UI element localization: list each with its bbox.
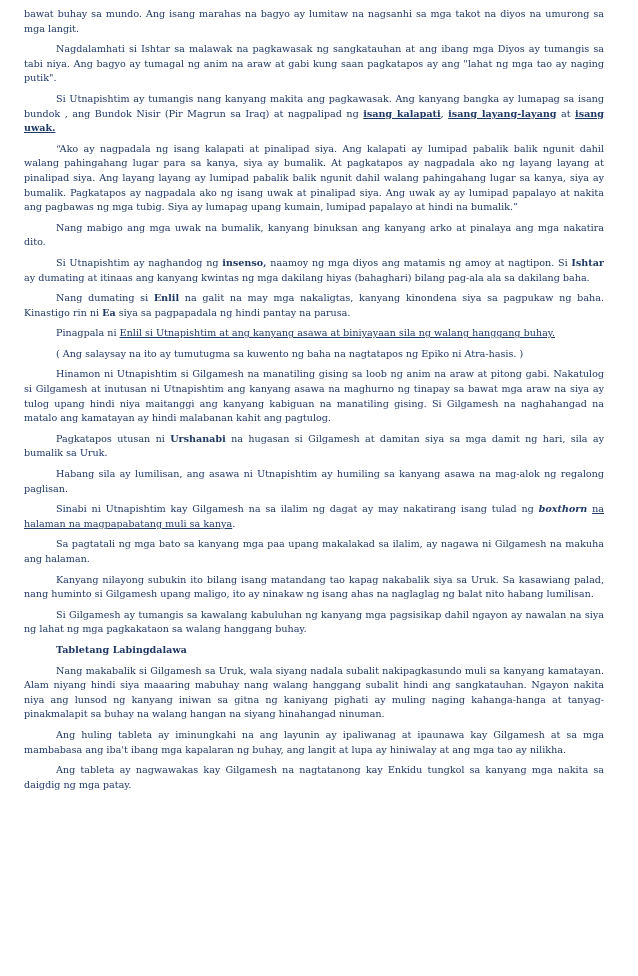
text-run: Ishtar [571,257,604,269]
text-run: Nang dumating si [56,293,154,305]
section-heading [24,644,604,659]
paragraph [24,609,604,638]
paragraph [24,93,604,137]
text-run: . [232,518,236,530]
text-run: Si Gilgamesh ay tumangis sa kawalang kabuluhan ng kanyang mga pagsisikap dahil ngayon ay nawalan na siya ng lahat ng mga pagkakataon sa walang hanggang buhay. [24,609,604,636]
text-run: Nang makabalik si Gilgamesh sa Uruk, wala siyang nadala subalit nakipagkasundo muli sa kanyang kamatayan. Alam niyang hindi siya maaaring mabuhay nang walang hanggang subalit hindi ang sangkatauhan. Ngayon nakita niya ang lunsod ng kanyang iniwan sa gitna ng kaniyang pighati ay muling naging kahanga-hanga at tanyag- pinakmalapit sa buhay na walang hangan na siyang hinahangad ninuman. [24,665,604,721]
text-run: isang uwak. [24,108,604,135]
paragraph [24,468,604,497]
text-run: Habang sila ay lumilisan, ang asawa ni Utnapishtim ay humiling sa kanyang asawa na mag-alok ng regalong paglisan. [24,469,604,495]
paragraph [24,503,604,532]
paragraph [24,368,604,426]
text-run: Ang tableta ay nagwawakas kay Gilgamesh na nagtatanong kay Enkidu tungkol sa kanyang mga nakita sa daigdig ng mga patay. [24,765,604,791]
text-run: Kanyang nilayong subukin ito bilang isang matandang tao kapag nakabalik siya sa Uruk. Sa kasawiang palad, nang huminto si Gilgamesh upang maligo, ito ay ninakaw ng isang ahas na naglaglag ng balat nito habang lumilisan. [24,574,604,601]
text-run: isang layang-layang [448,108,557,120]
paragraph [24,665,604,723]
paragraph [24,257,604,286]
paragraph [24,222,604,251]
paragraph [24,574,604,603]
text-run: ay dumating at itinaas ang kanyang kwintas ng mga dakilang hiyas (bahaghari) bilang pag-ala ala sa dakilang baha. [24,272,590,284]
text-run: Si Utnapishtim ay tumangis nang kanyang makita ang pagkawasak. Ang kanyang bangka ay lumapag sa isang bundok , ang Bundok Nisir (Pir Magrun sa Iraq) at nagpalipad ng [24,93,604,120]
text-run: Urshanabi [170,433,226,445]
document-page [24,8,604,799]
text-run: Nagdalamhati si Ishtar sa malawak na pagkawasak ng sangkatauhan at ang ibang mga Diyos ay tumangis sa tabi niya. Ang bagyo ay tumagal ng anim na araw at gabi kung saan pagkatapos ay ang "lahat ng mga tao ay naging putik". [24,44,604,85]
paragraph [24,729,604,758]
text-run: Sa pagtatali ng mga bato sa kanyang mga paa upang makalakad sa ilalim, ay nagawa ni Gilgamesh na makuha ang halaman. [24,539,604,565]
text-run: Pagkatapos utusan ni [56,433,171,445]
text-run: , [440,108,449,120]
paragraph [24,538,604,567]
paragraph [24,8,604,37]
text-run: Tabletang Labingdalawa [56,644,187,656]
text-run: Enlil si Utnapishtim at ang kanyang asawa at biniyayaan sila ng walang hanggang buhay. [119,328,555,340]
paragraph [24,433,604,462]
text-run: ( Ang salaysay na ito ay tumutugma sa kuwento ng baha na nagtatapos ng Epiko ni Atra-hasis. ) [56,348,524,360]
text-run: Ang huling tableta ay iminungkahi na ang layunin ay ipaliwanag at ipaunawa kay Gilgamesh at sa mga mambabasa ang iba't ibang mga kapalaran ng buhay, ang langit at lupa ay hiniwalay at ang mga tao ay nilikha. [24,729,604,756]
text-run: Nang mabigo ang mga uwak na bumalik, kanyang binuksan ang kanyang arko at pinalaya ang mga nakatira dito. [24,222,604,249]
text-run: insenso, [222,257,267,269]
paragraph [24,764,604,793]
text-run: Hinamon ni Utnapishtim si Gilgamesh na manatiling gising sa loob ng anim na araw at pitong gabi. Nakatulog si Gilgamesh at inutusan ni Utnapishtim ang kanyang asawa na maghurno ng tinapay sa bawat mga araw na siya ay tulog upang hindi niya maitanggi ang kanyang kabiguan na manatiling gising. Si Gilgamesh na naghahangad na matalo ang kamatayan ay hindi malabanan kahit ang pagtulog. [24,369,604,425]
text-run: boxthorn [538,504,588,516]
text-run: at [556,108,576,120]
text-run: na galit na may mga nakaligtas, kanyang kinondena siya sa pagpukaw ng baha. Kinastigo rin ni [24,293,604,319]
text-run: Ea [102,307,116,319]
text-run: “Ako ay nagpadala ng isang kalapati at pinalipad siya. Ang kalapati ay lumipad pabalik balik ngunit dahil walang pahingahang lugar para sa kanya, siya ay bumalik. At pagkatapos ay nagpadala ako ng layang layang at pinalipad siya. Ang layang layang ay lumipad pabalik balik ngunit dahil walang pahingahang lugar sa kanya, siya ay bumalik. Pagkatapos ay nagpadala ako ng isang uwak at pinalipad siya. Ang uwak ay ay lumipad papalayo at nakita ang pagbawas ng mga tubig. Siya ay lumapag upang kumain, lumipad papalayo at hindi na bumalik.” [24,143,604,214]
paragraph [24,43,604,87]
text-run: isang kalapati [363,108,441,120]
text-run: naamoy ng mga diyos ang matamis ng amoy at nagtipon. Si [266,257,572,269]
paragraph [24,292,604,321]
text-run: Pinagpala ni [56,328,120,340]
text-run: na halaman na magpapabatang muli sa kanya [24,504,605,530]
text-run: Enlil [153,293,180,305]
paragraph [24,143,604,216]
paragraph [24,348,604,363]
text-run: bawat buhay sa mundo. Ang isang marahas na bagyo ay lumitaw na nagsanhi sa mga takot na diyos na umurong sa mga langit. [24,9,604,35]
text-run: siya sa pagpapadala ng hindi pantay na parusa. [115,307,351,319]
text-run: Si Utnapishtim ay naghandog ng [56,257,223,269]
paragraph [24,327,604,342]
text-run: Sinabi ni Utnapishtim kay Gilgamesh na sa ilalim ng dagat ay may nakatirang isang tulad ng [56,504,539,516]
text-run: na hugasan si Gilgamesh at damitan siya sa mga damit ng hari, sila ay bumalik sa Uruk. [24,433,604,460]
